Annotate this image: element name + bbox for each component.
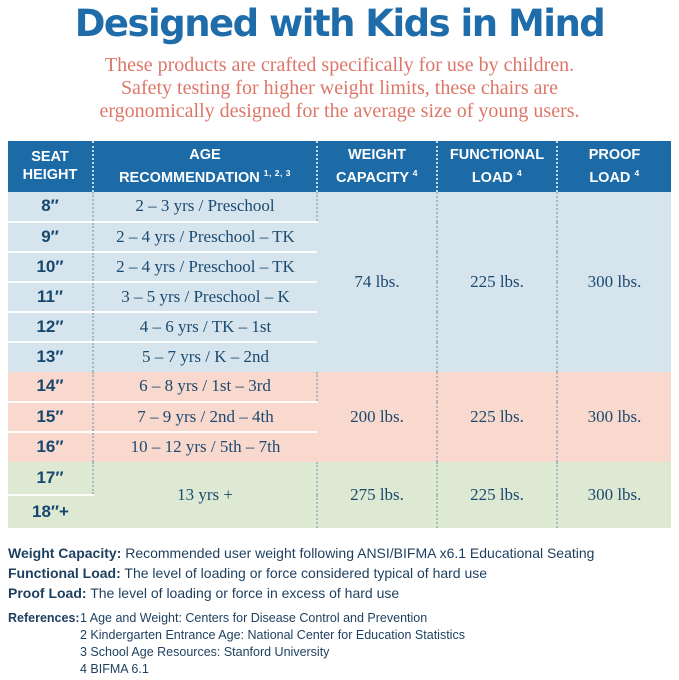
seat-height-cell: 12″ [8, 312, 93, 342]
section-elementary-pink [8, 372, 671, 462]
section-teen-green [8, 462, 671, 528]
definition-text: Recommended user weight following ANSI/BIFMA x6.1 Educational Seating [125, 544, 595, 561]
age-recommendation-cell: 7 – 9 yrs / 2nd – 4th [93, 402, 317, 432]
table-row [8, 192, 671, 222]
age-recommendation-cell: 4 – 6 yrs / TK – 1st [93, 312, 317, 342]
weight-capacity-cell: 275 lbs. [317, 462, 437, 528]
header-line: CAPACITY $^4$ [335, 167, 419, 186]
functional-load-cell: 225 lbs. [437, 372, 557, 462]
seat-height-cell: 8″ [8, 192, 93, 222]
header-line: FUNCTIONAL [449, 146, 545, 163]
age-recommendation-cell: 3 – 5 yrs / Preschool – K [93, 282, 317, 312]
section-preschool-blue [8, 192, 671, 372]
header-line: SEAT [31, 149, 69, 166]
proof-load-cell: 300 lbs. [557, 372, 671, 462]
definition-term: Functional Load: [8, 564, 121, 581]
table-row [8, 462, 671, 495]
reference-item: 1 Age and Weight: Centers for Disease Control and Prevention [80, 610, 428, 625]
seat-height-cell: 17″ [8, 462, 93, 495]
header-line: PROOF [588, 146, 641, 163]
age-recommendation-cell: 10 – 12 yrs / 5th – 7th [93, 432, 317, 462]
seat-height-cell: 9″ [8, 222, 93, 252]
proof-load-cell: 300 lbs. [557, 192, 671, 372]
definitions-block [8, 543, 679, 603]
references-list [80, 610, 465, 678]
age-recommendation-cell: 5 – 7 yrs / K – 2nd [93, 342, 317, 372]
seat-height-cell: 13″ [8, 342, 93, 372]
header-line: HEIGHT [22, 167, 78, 184]
seat-height-cell: 18″+ [8, 495, 93, 528]
subtitle-line: These products are crafted specifically for use by children. [104, 53, 575, 76]
definition-term: Weight Capacity: [8, 544, 122, 561]
proof-load-cell: 300 lbs. [557, 462, 671, 528]
definition-term: Proof Load: [8, 584, 87, 601]
footnote-marker: 4 [634, 167, 640, 178]
functional-load-cell: 225 lbs. [437, 462, 557, 528]
references-block [8, 610, 679, 678]
age-recommendation-cell: 2 – 4 yrs / Preschool – TK [93, 222, 317, 252]
header-line: LOAD $^4$ [471, 167, 523, 186]
header-line: AGE [189, 146, 221, 163]
header-line: LOAD $^4$ [589, 167, 640, 186]
definition-functional-load [8, 563, 679, 583]
subtitle-line: Safety testing for higher weight limits, these chairs are [120, 76, 559, 99]
reference-item: 2 Kindergarten Entrance Age: National Center for Education Statistics [80, 627, 465, 642]
footnote-marker: 4 [516, 167, 523, 178]
page-subtitle [0, 54, 679, 123]
table-row [8, 372, 671, 402]
footnote-marker: 1, 2, 3 [263, 167, 291, 178]
weight-capacity-cell: 200 lbs. [317, 372, 437, 462]
seat-height-cell: 11″ [8, 282, 93, 312]
reference-item: 4 BIFMA 6.1 [80, 661, 149, 676]
weight-capacity-cell: 74 lbs. [317, 192, 437, 372]
age-recommendation-cell: 2 – 4 yrs / Preschool – TK [93, 252, 317, 282]
seat-height-cell: 16″ [8, 432, 93, 462]
reference-item: 3 School Age Resources: Stanford University [80, 644, 330, 659]
age-recommendation-cell: 6 – 8 yrs / 1st – 3rd [93, 372, 317, 402]
table-header-row [8, 141, 671, 192]
references-label: References: [8, 610, 80, 625]
header-line: WEIGHT [348, 146, 406, 163]
col-header-functional-load [437, 141, 557, 192]
functional-load-cell: 225 lbs. [437, 192, 557, 372]
col-header-weight-capacity [317, 141, 437, 192]
col-header-age-recommendation [93, 141, 317, 192]
seat-height-cell: 14″ [8, 372, 93, 402]
age-recommendation-cell: 2 – 3 yrs / Preschool [93, 192, 317, 222]
definition-text: The level of loading or force in excess of hard use [90, 584, 400, 601]
col-header-seat-height [8, 141, 93, 192]
age-recommendation-cell: 13 yrs + [93, 462, 317, 528]
definition-text: The level of loading or force considered typical of hard use [124, 564, 488, 581]
col-header-proof-load [557, 141, 671, 192]
definition-proof-load [8, 583, 679, 603]
seat-height-cell: 15″ [8, 402, 93, 432]
subtitle-line: ergonomically designed for the average size of young users. [99, 99, 580, 122]
header-line: RECOMMENDATION $^{1, 2, 3}$ [119, 167, 291, 186]
seating-spec-table [8, 141, 671, 528]
footnote-marker: 4 [412, 167, 419, 178]
definition-weight-capacity [8, 543, 679, 563]
seat-height-cell: 10″ [8, 252, 93, 282]
page-title: Designed with Kids in Mind [74, 2, 605, 45]
